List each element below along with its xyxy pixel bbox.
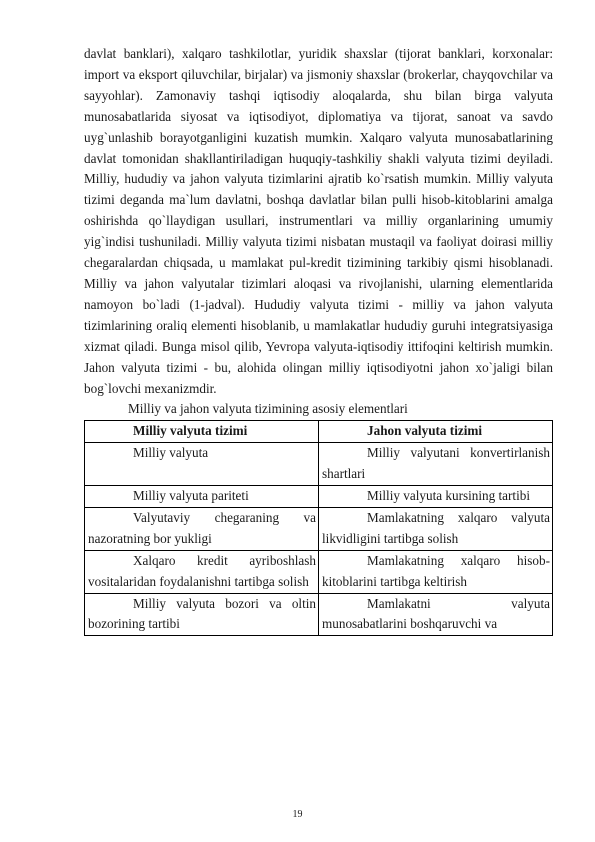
table-cell: Milliy valyuta bozori va oltin bozorining tartibi [85, 593, 319, 636]
table-cell: Milliy valyuta [85, 443, 319, 486]
table-header-row [85, 421, 553, 443]
table-cell: Valyutaviy chegaraning va nazoratning bor yukligi [85, 507, 319, 550]
table-row [85, 593, 553, 636]
table-row [85, 486, 553, 508]
table-row [85, 550, 553, 593]
table-row [85, 507, 553, 550]
table-row [85, 443, 553, 486]
table-cell: Milliy valyuta pariteti [85, 486, 319, 508]
table-caption: Milliy va jahon valyuta tizimining asosiy elementlari [128, 401, 408, 417]
page-content [84, 44, 553, 636]
table-cell: Milliy valyuta kursining tartibi [319, 486, 553, 508]
table-cell: Xalqaro kredit ayriboshlash vositalaridan foydalanishni tartibga solish [85, 550, 319, 593]
table-cell: Mamlakatning xalqaro hisob-kitoblarini tartibga keltirish [319, 550, 553, 593]
table-header-world: Jahon valyuta tizimi [319, 421, 553, 443]
table-header-national: Milliy valyuta tizimi [85, 421, 319, 443]
table-cell: Mamlakatning xalqaro valyuta likvidligini tartibga solish [319, 507, 553, 550]
table-cell: Milliy valyutani konvertirlanish shartlari [319, 443, 553, 486]
table-cell: Mamlakatni valyuta munosabatlarini boshqaruvchi va [319, 593, 553, 636]
body-paragraph: davlat banklari), xalqaro tashkilotlar, yuridik shaxslar (tijorat banklari, korxonalar: import va eksport qiluvchilar, birjalar) va jismoniy shaxslar (brokerlar, chayqovchilar va sayyohlar). Zamonaviy tashqi iqtisodiy aloqalarda, shu bilan birga valyuta munosabatlarida siyosat va iqtisodiyot, diplomatiya va tijorat, sanoat va savdo uyg`unlashib borayotganligini kuzatish mumkin. Xalqaro valyuta munosabatlarining davlat tomonidan shakllantiriladigan huquqiy-tashkiliy shakli valyuta tizimi deyiladi. Milliy, hududiy va jahon valyuta tizimlarini ajratib ko`rsatish mumkin. Milliy valyuta tizimi deganda ma`lum davlatni, boshqa davlatlar bilan pulli hisob-kitoblarini amalga oshirishda qo`llaydigan usullari, instrumentlari va milliy organlarining umumiy yig`indisi tushuniladi. Milliy valyuta tizimi nisbatan mustaqil va faoliyat doirasi milliy chegaralardan chiqsada, u mamlakat pul-kredit tizimining tarkibiy qismi hisoblanadi. Milliy va jahon valyutalar tizimlari aloqasi va rivojlanishi, ularning elementlarida namoyon bo`ladi (1-jadval). Hududiy valyuta tizimi - milliy va jahon valyuta tizimlarining oraliq elementi hisoblanib, u mamlakatlar hududiy guruhi integratsiyasiga xizmat qiladi. Bunga misol qilib, Yevropa valyuta-iqtisodiy ittifoqini keltirish mumkin. Jahon valyuta tizimi - bu, alohida olingan milliy iqtisodiyotni jahon xo`jaligi bilan bog`lovchi mexanizmdir. [84, 46, 553, 396]
page-number: 19 [292, 809, 303, 820]
elements-table [84, 420, 553, 636]
